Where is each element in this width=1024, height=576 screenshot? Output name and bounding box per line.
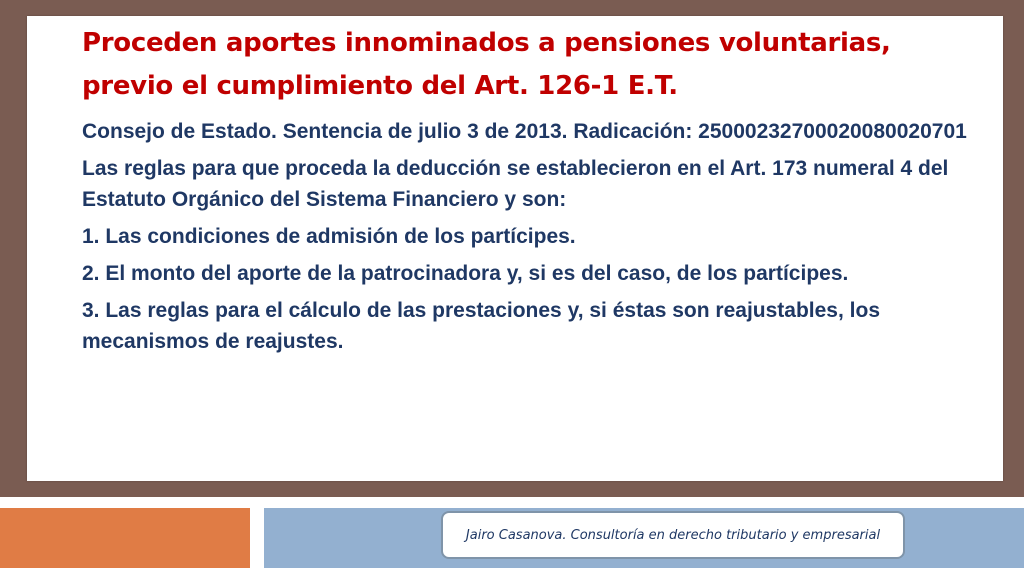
rule-item-1: 1. Las condiciones de admisión de los partícipes. — [82, 225, 576, 248]
slide-title: Proceden aportes innominados a pensiones voluntarias, previo el cumplimiento del Art. 126-1 E.T. — [82, 28, 891, 101]
rule-item-3: 3. Las reglas para el cálculo de las prestaciones y, si éstas son reajustables, los mecanismos de reajustes. — [82, 299, 880, 353]
rule-item-2: 2. El monto del aporte de la patrocinadora y, si es del caso, de los partícipes. — [82, 262, 849, 285]
footer-credit-text: Jairo Casanova. Consultoría en derecho tributario y empresarial — [465, 527, 881, 543]
citation-paragraph: Consejo de Estado. Sentencia de julio 3 de 2013. Radicación: 25000232700020080020701 — [82, 120, 967, 143]
footer-orange-bar — [0, 508, 250, 568]
slide-content — [82, 22, 987, 363]
rules-intro-paragraph: Las reglas para que proceda la deducción se establecieron en el Art. 173 numeral 4 del Estatuto Orgánico del Sistema Financiero y son: — [82, 157, 949, 211]
footer-credit-box — [441, 511, 905, 559]
